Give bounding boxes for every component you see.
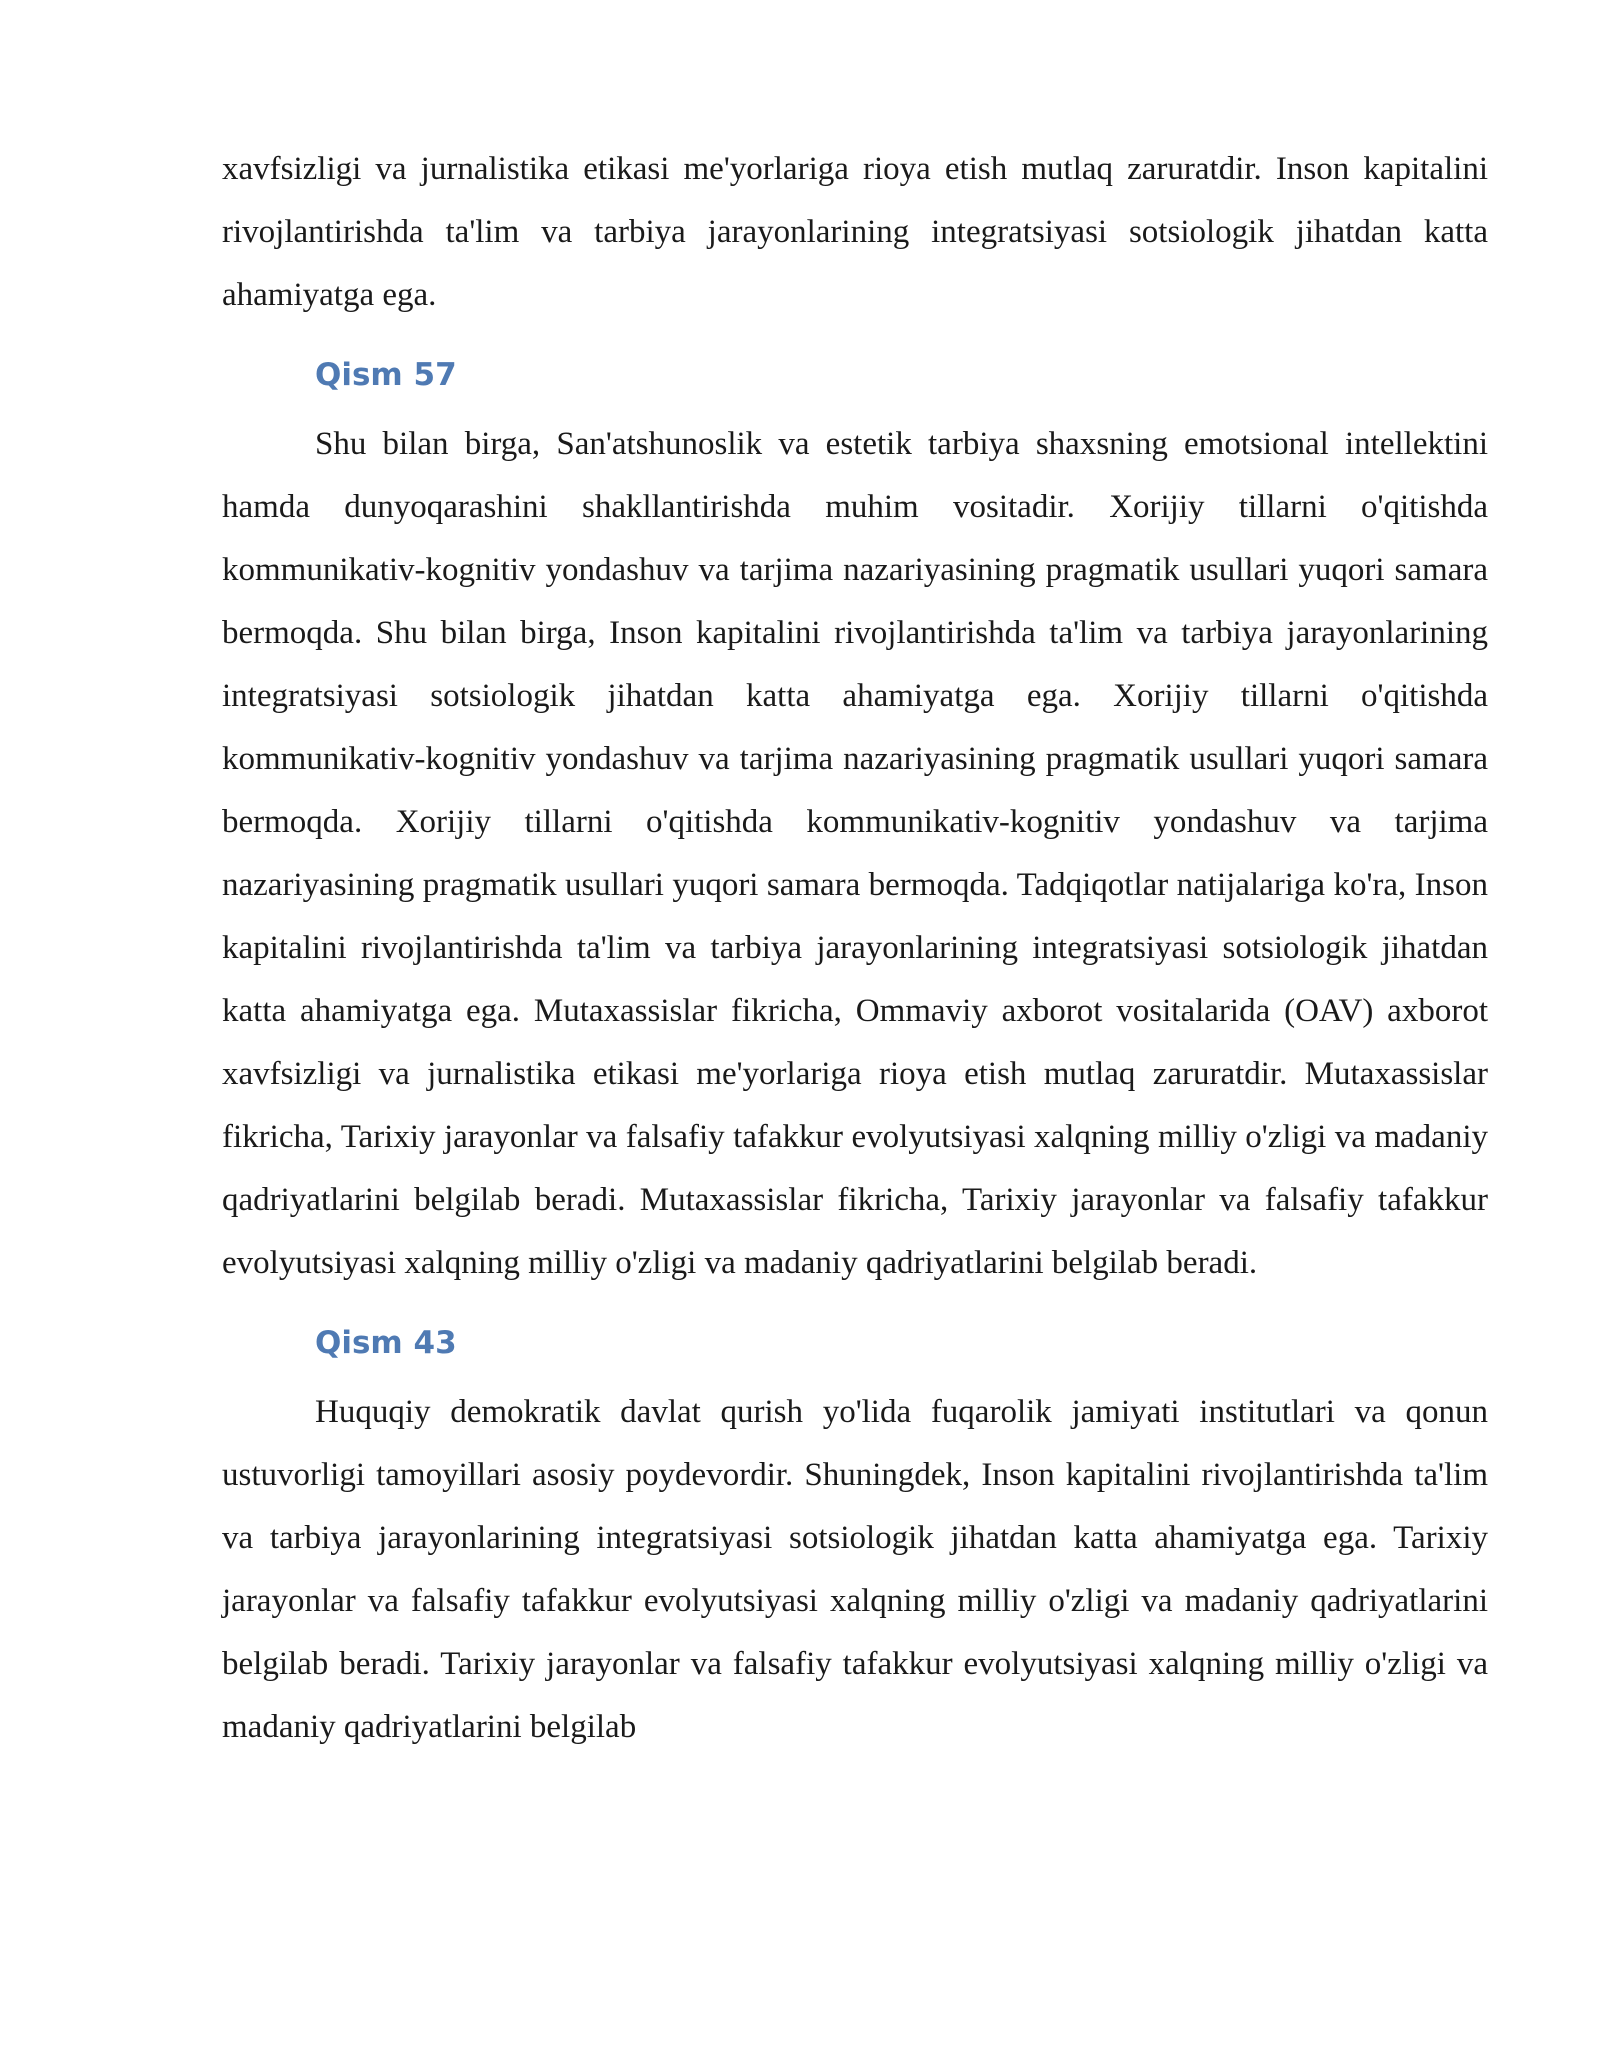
page-content bbox=[222, 138, 1488, 1759]
section-heading-57: Qism 57 bbox=[315, 357, 457, 393]
section-57-paragraph: Shu bilan birga, San'atshunoslik va estetik tarbiya shaxsning emotsional intellektini hamda dunyoqarashini shakllantirishda muhim vositadir. Xorijiy tillarni o'qitishda kommunikativ-kognitiv yondashuv va tarjima nazariyasining pragmatik usullari yuqori samara bermoqda. Shu bilan birga, Inson kapitalini rivojlantirishda ta'lim va tarbiya jarayonlarining integratsiyasi sotsiologik jihatdan katta ahamiyatga ega. Xorijiy tillarni o'qitishda kommunikativ-kognitiv yondashuv va tarjima nazariyasining pragmatik usullari yuqori samara bermoqda. Xorijiy tillarni o'qitishda kommunikativ-kognitiv yondashuv va tarjima nazariyasining pragmatik usullari yuqori samara bermoqda. Tadqiqotlar natijalariga ko'ra, Inson kapitalini rivojlantirishda ta'lim va tarbiya jarayonlarining integratsiyasi sotsiologik jihatdan katta ahamiyatga ega. Mutaxassislar fikricha, Ommaviy axborot vositalarida (OAV) axborot xavfsizligi va jurnalistika etikasi me'yorlariga rioya etish mutlaq zaruratdir. Mutaxassislar fikricha, Tarixiy jarayonlar va falsafiy tafakkur evolyutsiyasi xalqning milliy o'zligi va madaniy qadriyatlarini belgilab beradi. Mutaxassislar fikricha, Tarixiy jarayonlar va falsafiy tafakkur evolyutsiyasi xalqning milliy o'zligi va madaniy qadriyatlarini belgilab beradi. bbox=[222, 426, 1488, 1281]
continuation-paragraph: xavfsizligi va jurnalistika etikasi me'yorlariga rioya etish mutlaq zaruratdir. Inson kapitalini rivojlantirishda ta'lim va tarbiya jarayonlarining integratsiyasi sotsiologik jihatdan katta ahamiyatga ega. bbox=[222, 151, 1488, 313]
section-heading-43: Qism 43 bbox=[315, 1325, 457, 1361]
section-43-paragraph: Huquqiy demokratik davlat qurish yo'lida fuqarolik jamiyati institutlari va qonun ustuvorligi tamoyillari asosiy poydevordir. Shuningdek, Inson kapitalini rivojlantirishda ta'lim va tarbiya jarayonlarining integratsiyasi sotsiologik jihatdan katta ahamiyatga ega. Tarixiy jarayonlar va falsafiy tafakkur evolyutsiyasi xalqning milliy o'zligi va madaniy qadriyatlarini belgilab beradi. Tarixiy jarayonlar va falsafiy tafakkur evolyutsiyasi xalqning milliy o'zligi va madaniy qadriyatlarini belgilab bbox=[222, 1394, 1488, 1745]
